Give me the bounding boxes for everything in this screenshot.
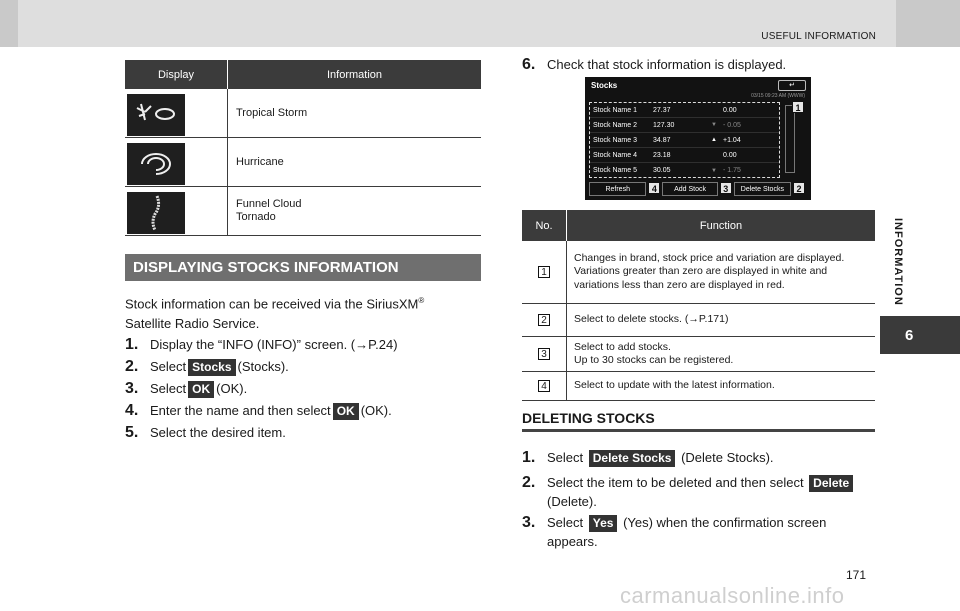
stock-price: 127.30 — [653, 121, 675, 129]
step-text: Check that stock information is displayed. — [547, 57, 787, 72]
step-text: (OK). — [360, 403, 392, 418]
callout-1: 1 — [792, 101, 804, 113]
function-table — [522, 210, 875, 401]
intro-text-a: Stock information can be received via the SiriusXM — [125, 296, 419, 312]
delete-button-label: Delete — [809, 475, 853, 492]
function-table-header — [522, 210, 875, 241]
step-text: Select the desired item. — [150, 425, 286, 440]
weather-table — [125, 60, 481, 236]
section-header: USEFUL INFORMATION — [761, 31, 876, 42]
step-text: Select the item to be deleted and then select — [547, 475, 808, 490]
row-number: 1 — [538, 266, 550, 278]
steps-list — [125, 336, 485, 446]
tornado-icon — [127, 192, 185, 234]
step-number: 1. — [125, 336, 139, 353]
stock-price: 34.87 — [653, 136, 671, 144]
stocks-button-label: Stocks — [188, 359, 235, 376]
intro-text-b: Satellite Radio Service. — [125, 316, 260, 332]
callout-2: 2 — [793, 182, 805, 194]
step-number: 3. — [125, 380, 139, 397]
stock-row[interactable] — [590, 148, 779, 163]
stock-price: 23.18 — [653, 151, 671, 159]
table-row — [125, 89, 481, 138]
col-no: No. — [522, 210, 567, 241]
step-text: (Delete Stocks). — [677, 450, 774, 465]
chapter-number: 6 — [905, 326, 914, 344]
stock-name: Stock Name 1 — [593, 106, 637, 114]
weather-label: Hurricane — [236, 155, 284, 168]
back-icon[interactable]: ↵ — [778, 80, 806, 91]
stock-row[interactable] — [590, 103, 779, 118]
screen-date: 03/15 09:23 AM (WWW) — [751, 93, 805, 99]
delete-stocks-button[interactable]: Delete Stocks — [734, 182, 791, 196]
stock-name: Stock Name 2 — [593, 121, 637, 129]
add-stock-button[interactable]: Add Stock — [662, 182, 717, 196]
stock-name: Stock Name 4 — [593, 151, 637, 159]
step-number: 5. — [125, 424, 139, 441]
watermark: carmanualsonline.info — [620, 583, 845, 608]
col-information: Information — [326, 68, 383, 81]
col-display: Display — [125, 60, 228, 89]
weather-table-header — [125, 60, 481, 89]
function-text: Select to delete stocks. (→P.171) — [574, 313, 729, 326]
step-text: Select — [150, 359, 187, 374]
screen-title: Stocks — [591, 81, 618, 90]
stock-variation: 0.00 — [723, 151, 737, 159]
tropical-storm-icon — [127, 94, 185, 136]
stock-name: Stock Name 3 — [593, 136, 637, 144]
stocks-screen — [585, 77, 811, 200]
refresh-button[interactable]: Refresh — [589, 182, 646, 196]
step-number: 4. — [125, 402, 139, 419]
step-item — [522, 473, 876, 511]
step-text: (Delete). — [547, 494, 597, 509]
table-row — [125, 187, 481, 236]
step-number: 2. — [125, 358, 139, 375]
stock-row[interactable] — [590, 133, 779, 148]
up-arrow-icon: ▲ — [711, 137, 717, 143]
step-text: (Yes) when the confirmation screen appears. — [547, 515, 827, 549]
stock-price: 30.05 — [653, 167, 671, 174]
table-row — [522, 337, 875, 372]
col-function: Function — [699, 219, 743, 232]
step-number: 2. — [522, 474, 536, 491]
step-number: 6. — [522, 56, 536, 73]
down-arrow-icon: ▼ — [711, 122, 717, 128]
ok-button-label: OK — [188, 381, 214, 398]
step-text: (Stocks). — [237, 359, 289, 374]
function-text: Up to 30 stocks can be registered. — [574, 354, 734, 366]
step-text: (OK). — [216, 381, 248, 396]
weather-label: Tropical Storm — [236, 106, 308, 119]
step-text: Select — [547, 515, 587, 530]
step-item — [125, 358, 485, 380]
section-heading: DISPLAYING STOCKS INFORMATION — [125, 254, 481, 281]
yes-button-label: Yes — [589, 515, 618, 532]
step-text: Enter the name and then select — [150, 403, 331, 418]
hurricane-icon — [127, 143, 185, 185]
intro-text — [125, 291, 481, 334]
section-heading-deleting: DELETING STOCKS — [522, 410, 875, 432]
stock-variation: - 1.75 — [723, 167, 741, 174]
step-text: Display the “INFO (INFO)” screen. (→P.24) — [150, 337, 398, 352]
stock-variation: 0.00 — [723, 106, 737, 114]
step-text: Select — [547, 450, 587, 465]
table-row — [522, 241, 875, 304]
stock-row[interactable] — [590, 118, 779, 133]
step-item — [125, 380, 485, 402]
function-text: Select to update with the latest information. — [574, 379, 775, 392]
delete-stocks-button-label: Delete Stocks — [589, 450, 676, 467]
table-row — [522, 372, 875, 401]
callout-3: 3 — [720, 182, 732, 194]
function-text: Changes in brand, stock price and variation are displayed. — [574, 251, 845, 264]
weather-label: Funnel Cloud — [236, 198, 302, 210]
table-row — [522, 304, 875, 337]
chapter-tab — [880, 316, 960, 354]
stock-row[interactable] — [590, 163, 779, 178]
stock-variation: +1.04 — [723, 136, 741, 144]
row-number: 4 — [538, 380, 550, 392]
function-text: Select to add stocks. — [574, 340, 671, 353]
stock-name: Stock Name 5 — [593, 167, 637, 174]
stock-list — [589, 102, 780, 178]
steps-list-deleting — [522, 448, 876, 553]
row-number: 2 — [538, 314, 550, 326]
stock-price: 27.37 — [653, 106, 671, 114]
ok-button-label: OK — [333, 403, 359, 420]
side-label: INFORMATION — [892, 218, 904, 306]
step-item — [522, 56, 786, 74]
down-arrow-icon: ▼ — [711, 167, 717, 174]
page-number: 171 — [846, 568, 867, 582]
weather-label: Tornado — [236, 211, 276, 223]
callout-4: 4 — [648, 182, 660, 194]
registered-mark: ® — [418, 296, 425, 305]
step-item — [522, 448, 876, 471]
scrollbar[interactable] — [785, 105, 795, 173]
stock-variation: - 0.05 — [723, 121, 741, 129]
row-number: 3 — [538, 348, 550, 360]
table-row — [125, 138, 481, 187]
function-text: Variations greater than zero are displayed in white and variations less than zero are displayed in red. — [574, 265, 828, 291]
step-number: 1. — [522, 449, 536, 466]
step-item — [125, 424, 485, 446]
screen-button-bar — [589, 182, 805, 196]
step-item — [522, 513, 876, 551]
step-number: 3. — [522, 514, 536, 531]
step-item — [125, 402, 485, 424]
step-item — [125, 336, 485, 358]
step-text: Select — [150, 381, 187, 396]
